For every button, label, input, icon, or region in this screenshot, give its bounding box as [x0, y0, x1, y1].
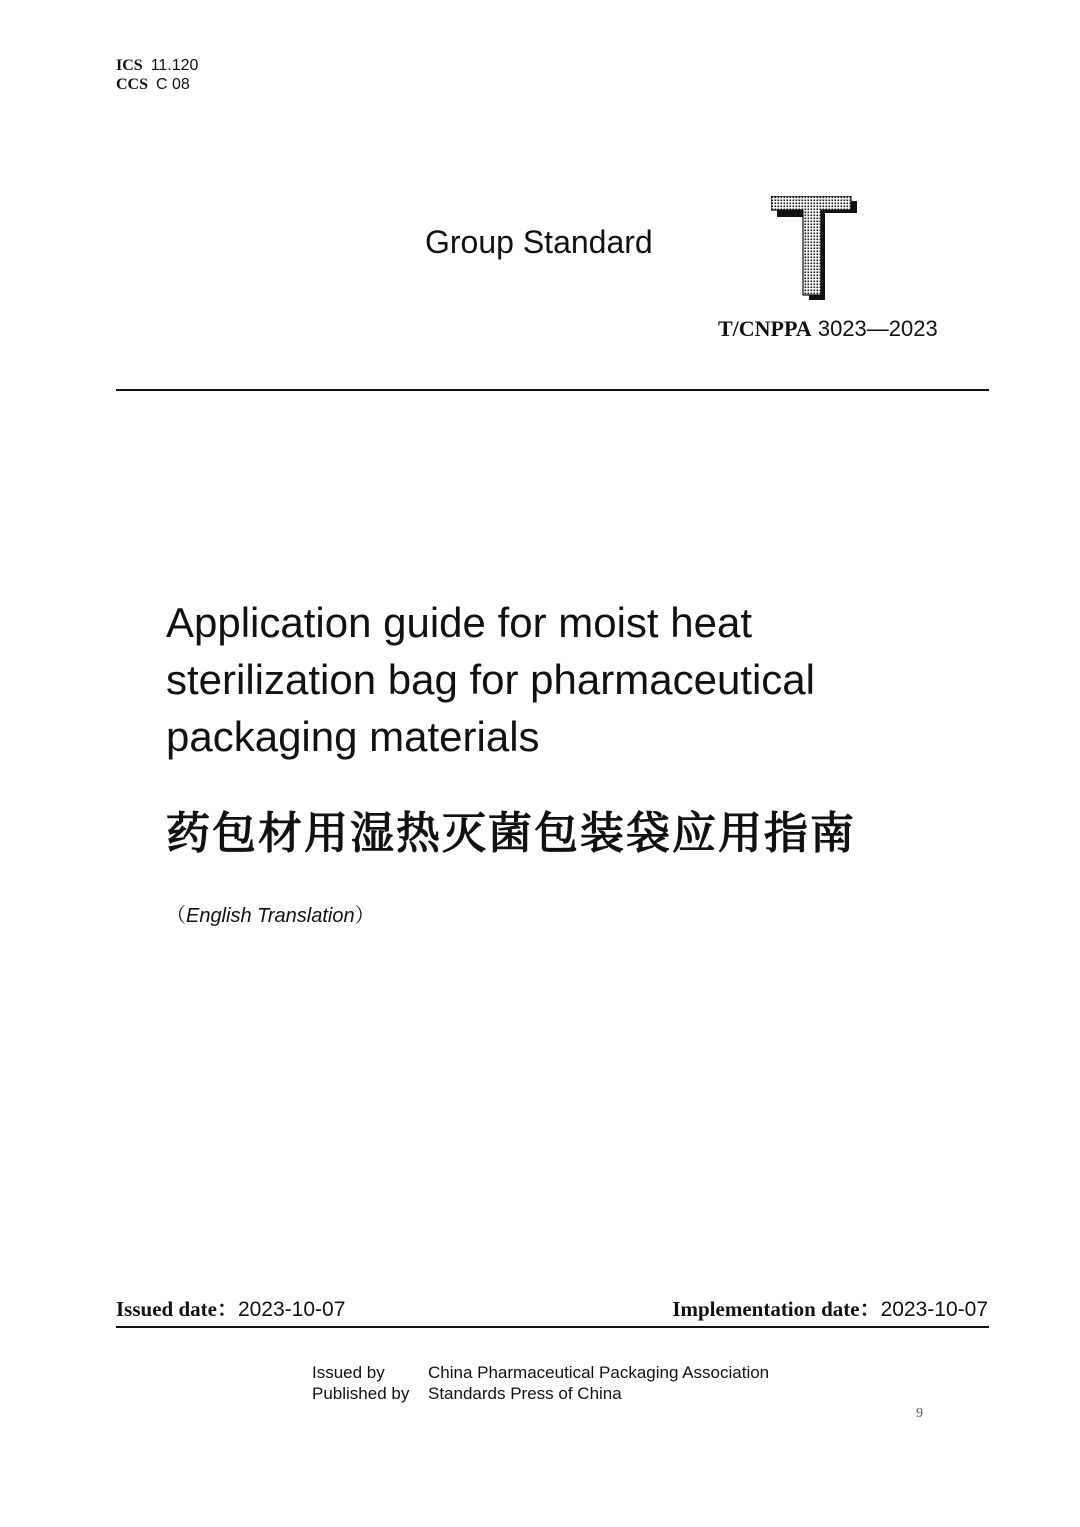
- english-title-line: sterilization bag for pharmaceutical: [166, 656, 815, 703]
- issued-by-label: Issued by: [312, 1363, 385, 1382]
- implementation-date-value: 2023-10-07: [880, 1298, 988, 1321]
- standard-code-prefix: T/CNPPA: [718, 316, 812, 341]
- standard-code-number: 3023—2023: [817, 316, 938, 341]
- english-title-line: Application guide for moist heat: [166, 599, 753, 646]
- implementation-date-label: Implementation date：: [672, 1297, 881, 1321]
- english-title-line: packaging materials: [166, 713, 540, 760]
- published-by-value: Standards Press of China: [428, 1384, 622, 1403]
- translation-open-paren: （: [166, 905, 186, 927]
- page-number: 9: [916, 1406, 923, 1421]
- chinese-title: 药包材用湿热灭菌包装袋应用指南: [166, 808, 856, 859]
- publisher-block: [312, 1362, 769, 1404]
- published-by-row: [312, 1383, 769, 1404]
- standard-type-heading: Group Standard: [425, 224, 653, 260]
- t-standard-logo: [771, 196, 857, 300]
- english-title: [166, 594, 966, 765]
- ics-code: [116, 56, 198, 76]
- top-divider: [116, 389, 989, 391]
- issued-date-value: 2023-10-07: [237, 1298, 346, 1321]
- issued-by-row: [312, 1362, 769, 1383]
- ics-label: ICS: [116, 57, 143, 74]
- issued-by-value: China Pharmaceutical Packaging Association: [428, 1363, 770, 1382]
- translation-note: [166, 902, 375, 930]
- translation-close-paren: ）: [354, 905, 375, 927]
- published-by-label: Published by: [312, 1384, 410, 1403]
- bottom-divider: [116, 1326, 989, 1328]
- translation-note-text: English Translation: [186, 905, 355, 927]
- issued-date: [116, 1295, 345, 1324]
- implementation-date: [672, 1295, 988, 1324]
- ics-value: 11.120: [150, 57, 199, 74]
- standard-code: [718, 314, 938, 344]
- ccs-code: [116, 75, 190, 95]
- ccs-label: CCS: [116, 76, 149, 93]
- issued-date-label: Issued date：: [116, 1297, 238, 1321]
- ccs-value: C 08: [156, 76, 190, 93]
